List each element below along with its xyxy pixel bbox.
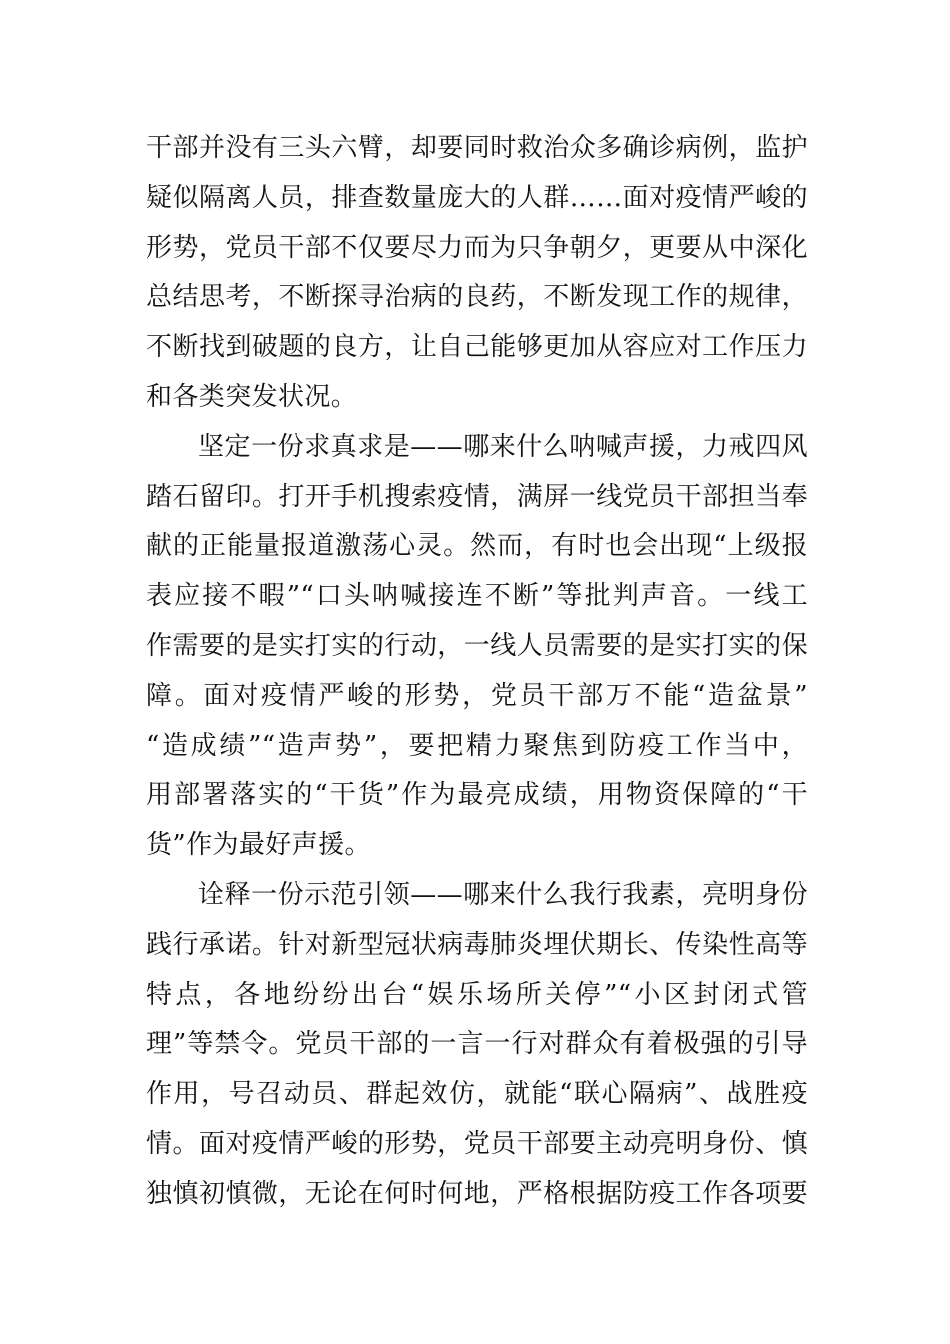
text-line: 情。面对疫情严峻的形势，党员干部要主动亮明身份、慎 bbox=[146, 1128, 808, 1159]
text-line: 独慎初慎微，无论在何时何地，严格根据防疫工作各项要 bbox=[146, 1178, 808, 1209]
text-line: 表应接不暇”“口头呐喊接连不断”等批判声音。一线工 bbox=[146, 581, 808, 612]
text-line: “造成绩”“造声势”，要把精力聚焦到防疫工作当中， bbox=[146, 730, 808, 761]
text-line: 总结思考，不断探寻治病的良药，不断发现工作的规律， bbox=[146, 282, 808, 313]
text-line: 献的正能量报道激荡心灵。然而，有时也会出现“上级报 bbox=[146, 531, 808, 562]
text-line: 用部署落实的“干货”作为最亮成绩，用物资保障的“干 bbox=[146, 780, 808, 811]
text-line: 踏石留印。打开手机搜索疫情，满屏一线党员干部担当奉 bbox=[146, 481, 808, 512]
text-line: 疑似隔离人员，排查数量庞大的人群……面对疫情严峻的 bbox=[146, 182, 808, 213]
body-text bbox=[146, 124, 808, 1220]
text-line: 作需要的是实打实的行动，一线人员需要的是实打实的保 bbox=[146, 630, 808, 661]
text-line: 理”等禁令。党员干部的一言一行对群众有着极强的引导 bbox=[146, 1029, 808, 1060]
text-line: 和各类突发状况。 bbox=[146, 381, 358, 412]
paragraph-first-line: 诠释一份示范引领——哪来什么我行我素，亮明身份 bbox=[198, 879, 808, 910]
paragraph-first-line: 坚定一份求真求是——哪来什么呐喊声援，力戒四风 bbox=[198, 431, 808, 462]
text-line: 特点，各地纷纷出台“娱乐场所关停”“小区封闭式管 bbox=[146, 979, 808, 1010]
text-line: 货”作为最好声援。 bbox=[146, 830, 371, 861]
text-line: 干部并没有三头六臂，却要同时救治众多确诊病例，监护 bbox=[146, 133, 808, 163]
text-line: 践行承诺。针对新型冠状病毒肺炎埋伏期长、传染性高等 bbox=[146, 929, 808, 960]
text-line: 作用，号召动员、群起效仿，就能“联心隔病”、战胜疫 bbox=[146, 1079, 808, 1110]
text-line: 不断找到破题的良方，让自己能够更加从容应对工作压力 bbox=[146, 332, 808, 363]
text-line: 障。面对疫情严峻的形势，党员干部万不能“造盆景” bbox=[146, 680, 808, 711]
text-line: 形势，党员干部不仅要尽力而为只争朝夕，更要从中深化 bbox=[146, 232, 808, 263]
